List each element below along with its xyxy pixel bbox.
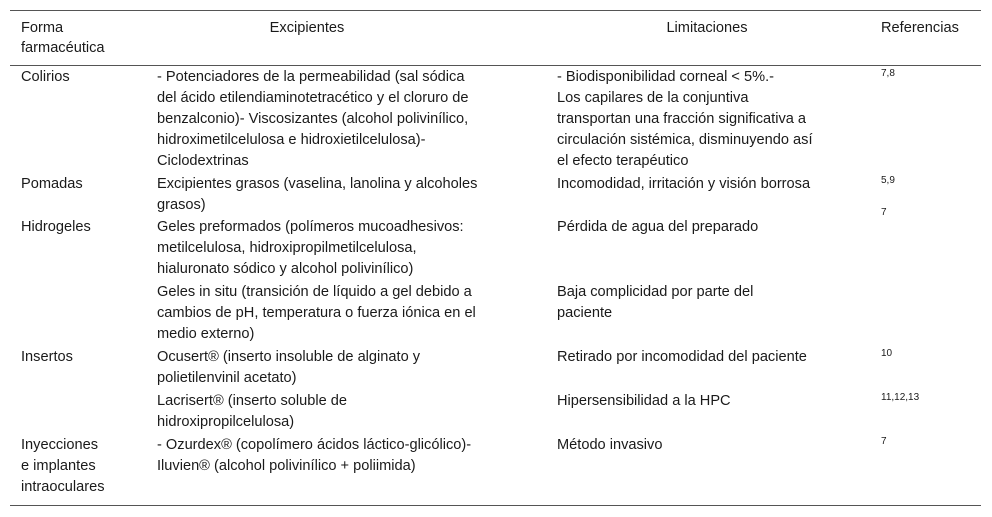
row-referencias: 5,9 [881,175,895,186]
row-forma: Inyecciones e implantes intraoculares [21,437,105,495]
header-rule [10,65,981,66]
row-limitaciones: Retirado por incomodidad del paciente [557,349,807,365]
row-excipientes: Geles preformados (polímeros mucoadhesivos: metilcelulosa, hidroxipropilmetilcelulosa, hialuronato sódico y alcohol polivinílico) [157,219,464,277]
row-excipientes: Excipientes grasos (vaselina, lanolina y alcoholes grasos) [157,176,478,213]
header-referencias: Referencias [881,20,959,36]
header-limitaciones: Limitaciones [666,20,748,36]
row-excipientes: - Potenciadores de la permeabilidad (sal sódica del ácido etilendiaminotetracético y el cloruro de benzalconio)- Viscosizantes (alcohol polivinílico, hidroximetilcelulosa e hidroxietilcelulosa)- Ciclodextrinas [157,69,469,169]
table-top-rule [10,10,981,11]
header-forma: Forma farmacéutica [21,20,105,56]
row-referencias: 10 [881,348,893,359]
row-excipientes: Lacrisert® (inserto soluble de hidroxipropilcelulosa) [157,393,348,430]
row-referencias: 7,8 [881,68,895,79]
row-forma: Colirios [21,69,70,85]
row-limitaciones: Baja complicidad por parte del paciente [557,284,754,321]
row-excipientes: - Ozurdex® (copolímero ácidos láctico-glicólico)- Iluvien® (alcohol polivinílico + poliimida) [157,437,472,474]
row-limitaciones: Método invasivo [557,437,663,453]
row-limitaciones: Pérdida de agua del preparado [557,219,759,235]
header-excipientes: Excipientes [269,20,345,36]
row-forma: Pomadas [21,176,83,192]
row-limitaciones: Hipersensibilidad a la HPC [557,393,731,409]
row-referencias: 11,12,13 [881,392,920,403]
row-excipientes: Ocusert® (inserto insoluble de alginato y polietilenvinil acetato) [157,349,421,386]
row-excipientes: Geles in situ (transición de líquido a gel debido a cambios de pH, temperatura o fuerza iónica en el medio externo) [157,284,476,342]
row-limitaciones: Incomodidad, irritación y visión borrosa [557,176,811,192]
row-referencias: 7 [881,207,887,218]
row-forma: Hidrogeles [21,219,91,235]
table-bottom-rule [10,505,981,506]
row-forma: Insertos [21,349,73,365]
row-limitaciones: - Biodisponibilidad corneal < 5%.- Los capilares de la conjuntiva transportan una fracción significativa a circulación sistémica, disminuyendo así el efecto terapéutico [557,69,813,169]
row-referencias: 7 [881,436,887,447]
